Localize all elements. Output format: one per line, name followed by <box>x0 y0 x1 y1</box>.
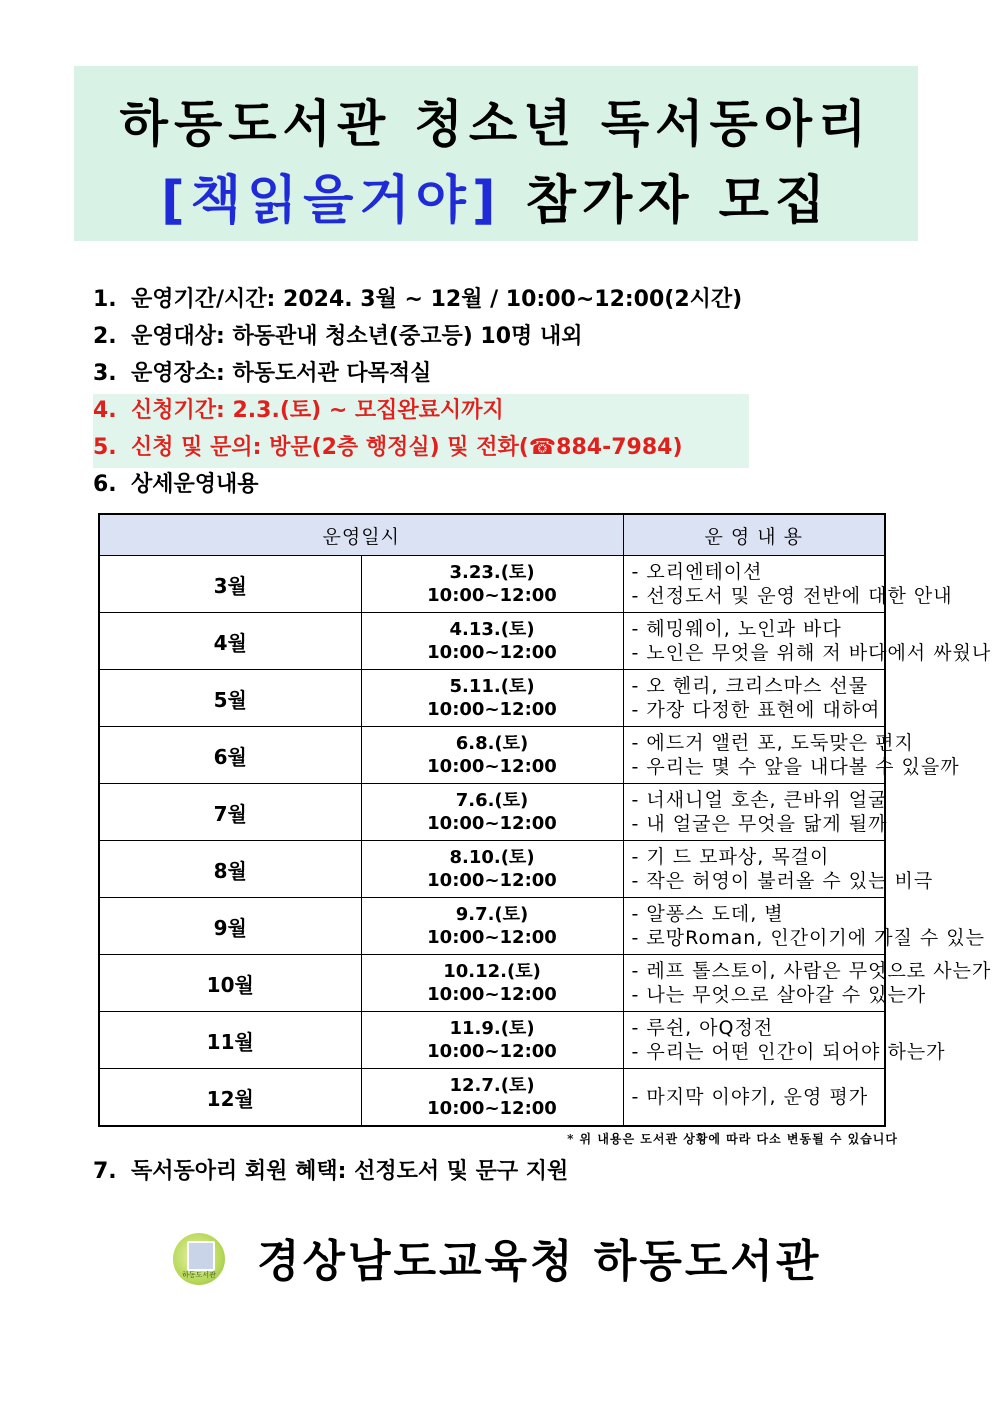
session-time: 10:00~12:00 <box>427 1098 557 1119</box>
session-date: 8.10.(토) <box>449 847 535 868</box>
session-date: 9.7.(토) <box>455 904 529 925</box>
table-row <box>99 556 885 613</box>
session-date: 11.9.(토) <box>449 1018 535 1039</box>
cell-month: 8월 <box>99 841 361 898</box>
cell-date <box>361 613 623 670</box>
info-label: 상세운영내용 <box>131 472 259 497</box>
session-time: 10:00~12:00 <box>427 699 557 720</box>
info-details <box>93 468 913 505</box>
content-line-2: - 내 얼굴은 무엇을 닮게 될까 <box>631 813 888 835</box>
cell-content <box>623 784 888 841</box>
session-time: 10:00~12:00 <box>427 585 557 606</box>
title-recruit: 참가자 모집 <box>525 171 832 231</box>
content-line-1: - 헤밍웨이, 노인과 바다 <box>631 618 842 640</box>
cell-content <box>623 841 934 898</box>
library-logo-icon <box>173 1233 225 1285</box>
member-benefit <box>93 1154 568 1185</box>
cell-date <box>361 670 623 727</box>
info-list <box>93 283 913 505</box>
title-line-2 <box>74 158 918 233</box>
session-time: 10:00~12:00 <box>427 927 557 948</box>
logo-text: 하동도서관 <box>182 1271 216 1279</box>
content-line-2: - 우리는 몇 수 앞을 내다볼 수 있을까 <box>631 756 960 778</box>
info-contact <box>93 431 749 468</box>
cell-date <box>361 784 623 841</box>
table-row <box>99 670 885 727</box>
session-time: 10:00~12:00 <box>427 813 557 834</box>
table-row <box>99 727 885 784</box>
info-value: 하동관내 청소년(중고등) 10명 내외 <box>232 324 583 349</box>
info-number: 4. <box>93 398 117 423</box>
session-time: 10:00~12:00 <box>427 642 557 663</box>
content-line-1: - 루쉰, 아Q정전 <box>631 1017 774 1039</box>
info-number: 3. <box>93 361 117 386</box>
content-line-1: - 너새니얼 호손, 큰바위 얼굴 <box>631 789 888 811</box>
info-value: 하동도서관 다목적실 <box>232 361 432 386</box>
info-value: 방문(2층 행정실) 및 전화(☎884-7984) <box>269 435 683 460</box>
session-time: 10:00~12:00 <box>427 1041 557 1062</box>
session-time: 10:00~12:00 <box>427 984 557 1005</box>
table-row <box>99 1069 885 1127</box>
info-label: 독서동아리 회원 혜택: <box>131 1159 347 1184</box>
header-content: 운 영 내 용 <box>623 514 885 556</box>
table-row <box>99 841 885 898</box>
content-line-1: - 레프 톨스토이, 사람은 무엇으로 사는가 <box>631 960 992 982</box>
cell-month: 11월 <box>99 1012 361 1069</box>
info-number: 1. <box>93 287 117 312</box>
cell-date <box>361 955 623 1012</box>
book-icon <box>187 1241 215 1271</box>
session-time: 10:00~12:00 <box>427 870 557 891</box>
info-label: 운영대상: <box>131 324 225 349</box>
table-row <box>99 613 885 670</box>
info-number: 5. <box>93 435 117 460</box>
cell-date <box>361 898 623 955</box>
content-line-2: - 노인은 무엇을 위해 저 바다에서 싸웠나 <box>631 642 992 664</box>
organization-name: 경상남도교육청 하동도서관 <box>257 1236 822 1287</box>
schedule-table <box>98 513 992 1127</box>
cell-content <box>623 727 960 784</box>
info-label: 운영기간/시간: <box>131 287 276 312</box>
club-name: [책읽을거야] <box>160 171 502 231</box>
cell-month: 12월 <box>99 1069 361 1127</box>
content-line-2: - 가장 다정한 표현에 대하여 <box>631 699 881 721</box>
cell-month: 5월 <box>99 670 361 727</box>
table-row <box>99 784 885 841</box>
info-number: 2. <box>93 324 117 349</box>
cell-month: 7월 <box>99 784 361 841</box>
content-line-2: - 선정도서 및 운영 전반에 대한 안내 <box>631 585 953 607</box>
table-row <box>99 898 885 955</box>
cell-month: 3월 <box>99 556 361 613</box>
content-line-2: - 우리는 어떤 인간이 되어야 하는가 <box>631 1041 946 1063</box>
info-period <box>93 283 913 320</box>
content-line-1: - 알퐁스 도데, 별 <box>631 903 784 925</box>
info-label: 신청기간: <box>131 398 225 423</box>
session-date: 7.6.(토) <box>455 790 529 811</box>
cell-month: 9월 <box>99 898 361 955</box>
cell-content <box>623 556 953 613</box>
cell-date <box>361 1012 623 1069</box>
cell-content <box>623 955 992 1012</box>
cell-content <box>623 613 992 670</box>
cell-content <box>623 1069 885 1127</box>
info-label: 신청 및 문의: <box>131 435 262 460</box>
content-line-2: - 로망Roman, 인간이기에 가질 수 있는 <box>631 927 986 949</box>
content-line-1: - 에드거 앨런 포, 도둑맞은 편지 <box>631 732 914 754</box>
cell-date <box>361 727 623 784</box>
session-date: 5.11.(토) <box>449 676 535 697</box>
cell-content <box>623 898 986 955</box>
content-line-2: - 나는 무엇으로 살아갈 수 있는가 <box>631 984 927 1006</box>
info-value: 선정도서 및 문구 지원 <box>354 1159 569 1184</box>
session-date: 10.12.(토) <box>443 961 541 982</box>
info-number: 6. <box>93 472 117 497</box>
content-line-1: - 오 헨리, 크리스마스 선물 <box>631 675 869 697</box>
title-line-1: 하동도서관 청소년 독서동아리 <box>119 95 873 153</box>
table-row <box>99 955 885 1012</box>
cell-date <box>361 841 623 898</box>
cell-month: 6월 <box>99 727 361 784</box>
info-number: 7. <box>93 1159 117 1184</box>
session-time: 10:00~12:00 <box>427 756 557 777</box>
info-place <box>93 357 913 394</box>
cell-content <box>623 1012 946 1069</box>
footnote: * 위 내용은 도서관 상황에 따라 다소 변동될 수 있습니다 <box>567 1132 898 1146</box>
cell-date <box>361 556 623 613</box>
cell-content <box>623 670 885 727</box>
cell-month: 10월 <box>99 955 361 1012</box>
cell-month: 4월 <box>99 613 361 670</box>
content-line-1: - 마지막 이야기, 운영 평가 <box>631 1086 869 1108</box>
content-line-2: - 작은 허영이 불러올 수 있는 비극 <box>631 870 934 892</box>
session-date: 12.7.(토) <box>449 1075 535 1096</box>
header-datetime: 운영일시 <box>99 514 623 556</box>
info-apply-period <box>93 394 749 431</box>
session-date: 4.13.(토) <box>449 619 535 640</box>
info-value: 2024. 3월 ~ 12월 / 10:00~12:00(2시간) <box>283 287 743 312</box>
session-date: 3.23.(토) <box>449 562 535 583</box>
cell-date <box>361 1069 623 1127</box>
table-header-row <box>99 514 885 556</box>
info-label: 운영장소: <box>131 361 225 386</box>
title-banner <box>74 66 918 241</box>
table-row <box>99 1012 885 1069</box>
session-date: 6.8.(토) <box>455 733 529 754</box>
info-value: 2.3.(토) ~ 모집완료시까지 <box>232 398 504 423</box>
content-line-1: - 오리엔테이션 <box>631 561 763 583</box>
content-line-1: - 기 드 모파상, 목걸이 <box>631 846 830 868</box>
info-target <box>93 320 913 357</box>
